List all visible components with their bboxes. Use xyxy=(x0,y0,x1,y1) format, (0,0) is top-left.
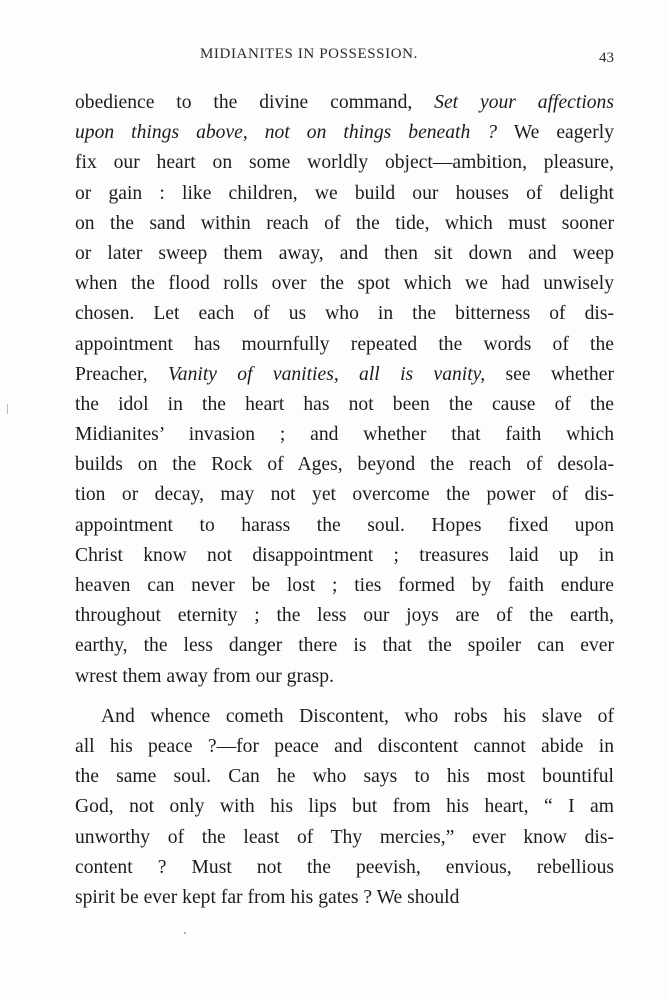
text-line xyxy=(75,541,614,571)
text-run: the same soul. Can he who says to his most bountiful xyxy=(75,766,614,788)
text-line xyxy=(75,360,614,390)
text-run: And whence cometh Discontent, who robs his slave of xyxy=(101,705,614,727)
text-line xyxy=(75,390,614,420)
text-line xyxy=(75,179,614,209)
text-line xyxy=(75,420,614,450)
text-run: We eagerly xyxy=(497,122,615,144)
body-text xyxy=(75,88,614,913)
text-line xyxy=(75,823,614,853)
text-run: Christ know not disappointment ; treasures laid up in xyxy=(75,544,614,566)
text-run: God, not only with his lips but from his heart, “ I am xyxy=(75,796,614,818)
text-line xyxy=(75,702,614,732)
text-run: throughout eternity ; the less our joys are of the earth, xyxy=(75,605,614,627)
text-line xyxy=(75,762,614,792)
text-line xyxy=(75,480,614,510)
text-line xyxy=(75,88,614,118)
text-line xyxy=(75,511,614,541)
text-line xyxy=(75,631,614,661)
text-line xyxy=(75,330,614,360)
text-line xyxy=(75,571,614,601)
text-run: wrest them away from our grasp. xyxy=(75,665,334,687)
text-run: all his peace ?—for peace and discontent cannot abide in xyxy=(75,735,614,757)
page-number: 43 xyxy=(599,50,614,66)
text-run: or gain : like children, we build our houses of delight xyxy=(75,182,614,204)
text-run: or later sweep them away, and then sit down and weep xyxy=(75,242,614,264)
paragraph xyxy=(75,88,614,692)
margin-speck xyxy=(7,404,8,414)
text-run: earthy, the less danger there is that the spoiler can ever xyxy=(75,635,614,657)
italic-quote: upon things above, not on things beneath ? xyxy=(75,122,498,144)
text-run: fix our heart on some worldly object—ambition, pleasure, xyxy=(75,152,614,174)
paragraph-gap xyxy=(75,692,614,702)
text-line xyxy=(75,209,614,239)
text-run: unworthy of the least of Thy mercies,” ever know dis- xyxy=(75,826,614,848)
italic-quote: Set your affections xyxy=(434,92,614,113)
text-run: spirit be ever kept far from his gates ? We should xyxy=(75,886,460,908)
text-run: Preacher, xyxy=(75,363,168,385)
text-line xyxy=(75,269,614,299)
text-run: Midianites’ invasion ; and whether that faith which xyxy=(75,424,614,446)
text-line xyxy=(75,601,614,631)
text-run: builds on the Rock of Ages, beyond the reach of desola- xyxy=(75,454,614,476)
text-line xyxy=(75,662,614,692)
italic-quote: Vanity of vanities, all is vanity, xyxy=(167,363,486,385)
text-run: appointment to harass the soul. Hopes fixed upon xyxy=(75,514,614,536)
text-run: when the flood rolls over the spot which we had unwisely xyxy=(75,273,614,295)
text-line xyxy=(75,732,614,762)
text-run: see whether xyxy=(485,363,614,385)
text-run: content ? Must not the peevish, envious, rebellious xyxy=(75,856,614,878)
ink-speck xyxy=(184,932,186,934)
text-line xyxy=(75,299,614,329)
text-line xyxy=(75,118,614,148)
text-line xyxy=(75,148,614,178)
text-run: tion or decay, may not yet overcome the power of dis- xyxy=(75,484,614,506)
text-line xyxy=(75,792,614,822)
running-head: MIDIANITES IN POSSESSION. xyxy=(200,46,418,62)
text-run: chosen. Let each of us who in the bitterness of dis- xyxy=(75,303,614,325)
text-run: appointment has mournfully repeated the words of the xyxy=(75,333,614,355)
text-run: obedience to the divine command, xyxy=(75,92,435,113)
text-line xyxy=(75,883,614,913)
text-line xyxy=(75,853,614,883)
text-line xyxy=(75,239,614,269)
paragraph xyxy=(75,702,614,913)
text-line xyxy=(75,450,614,480)
text-run: on the sand within reach of the tide, which must sooner xyxy=(75,212,614,234)
text-run: the idol in the heart has not been the cause of the xyxy=(75,393,614,415)
text-run: heaven can never be lost ; ties formed by faith endure xyxy=(75,575,614,596)
